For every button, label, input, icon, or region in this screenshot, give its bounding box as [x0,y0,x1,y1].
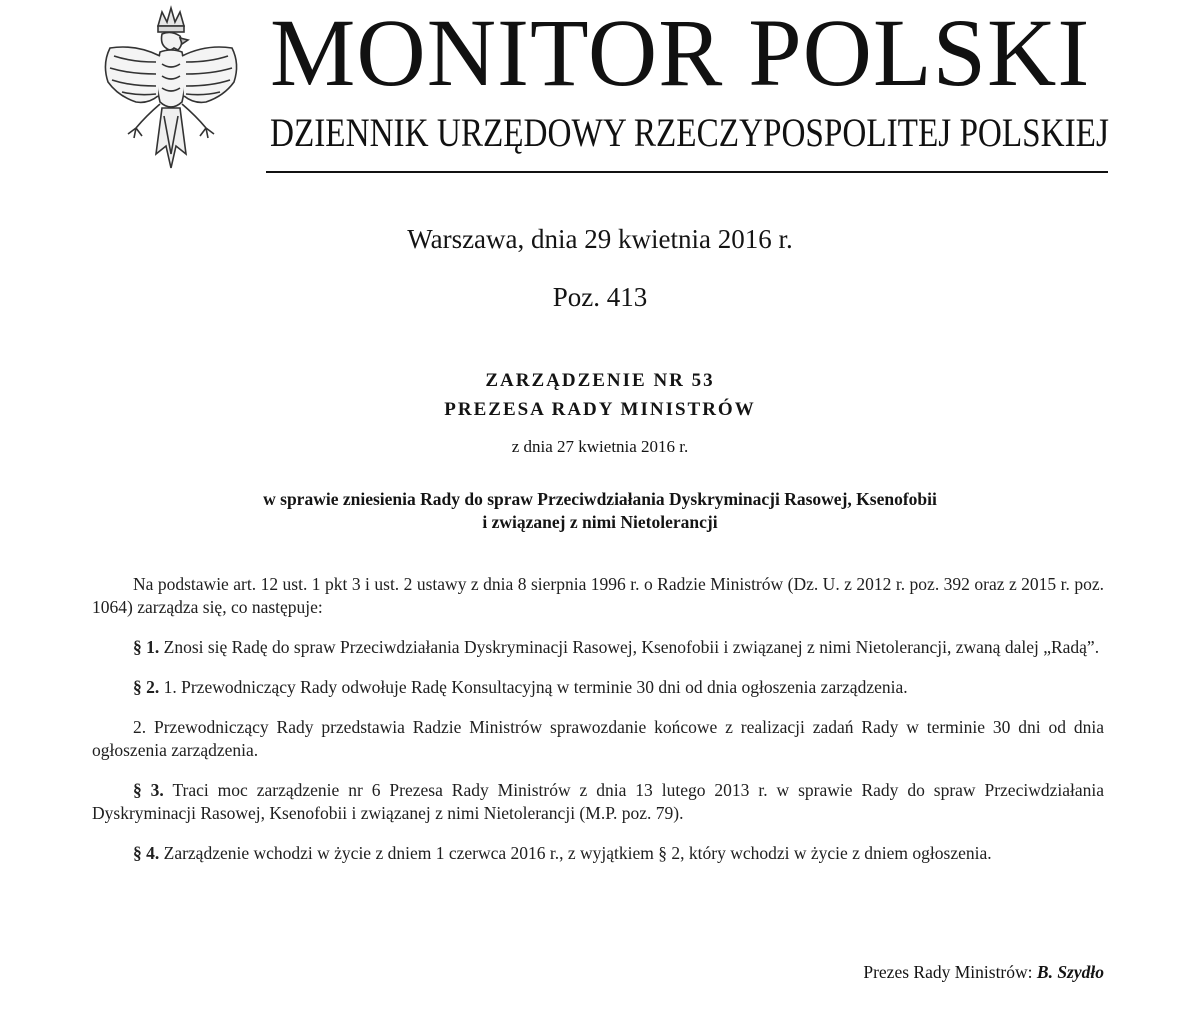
section-2-mark: § 2. [133,677,160,697]
white-eagle-emblem-icon [96,4,246,174]
section-4-text: Zarządzenie wchodzi w życie z dniem 1 czerwca 2016 r., z wyjątkiem § 2, który wchodzi w życie z dniem ogłoszenia. [163,843,992,863]
act-subject [0,488,1200,534]
section-4 [92,842,1104,865]
signature-name: B. Szydło [1036,962,1104,982]
act-subject-line-2: i związanej z nimi Nietolerancji [482,512,718,532]
act-issuer: PREZESA RADY MINISTRÓW [444,399,756,420]
signature [863,962,1104,983]
issue-place-date: Warszawa, dnia 29 kwietnia 2016 r. [407,224,793,254]
section-3-mark: § 3. [133,780,164,800]
emblem [96,4,246,174]
signature-role: Prezes Rady Ministrów: [863,962,1033,982]
act-subject-line-1: w sprawie zniesienia Rady do spraw Przeciwdziałania Dyskryminacji Rasowej, Ksenofobii [263,489,937,509]
document-body [92,573,1104,882]
section-2-paragraph-1 [92,676,1104,699]
section-3 [92,779,1104,825]
preamble: Na podstawie art. 12 ust. 1 pkt 3 i ust. 2 ustawy z dnia 8 sierpnia 1996 r. o Radzie Ministrów (Dz. U. z 2012 r. poz. 392 oraz z 2015 r. poz. 1064) zarządza się, co następuje: [92,574,1104,617]
act-date: z dnia 27 kwietnia 2016 r. [511,437,689,456]
section-2-text-1: 1. Przewodniczący Rady odwołuje Radę Konsultacyjną w terminie 30 dni od dnia ogłoszenia zarządzenia. [163,677,908,697]
section-2-paragraph-2: 2. Przewodniczący Rady przedstawia Radzie Ministrów sprawozdanie końcowe z realizacji zadań Rady w terminie 30 dni od dnia ogłoszenia zarządzenia. [92,717,1104,760]
act-type: ZARZĄDZENIE NR 53 [485,370,715,391]
section-1-text: Znosi się Radę do spraw Przeciwdziałania Dyskryminacji Rasowej, Ksenofobii i związanej z nimi Nietolerancji, zwaną dalej „Radą”. [163,637,1100,657]
masthead-subtitle: DZIENNIK URZĘDOWY RZECZYPOSPOLITEJ POLSKIEJ [270,110,1109,155]
section-3-text: Traci moc zarządzenie nr 6 Prezesa Rady Ministrów z dnia 13 lutego 2013 r. w sprawie Rady do spraw Przeciwdziałania Dyskryminacji Rasowej, Ksenofobii i związanej z nimi Nietolerancji (M.P. poz. 79). [92,780,1104,823]
section-1-mark: § 1. [133,637,160,657]
issue-position: Poz. 413 [552,282,648,312]
section-4-mark: § 4. [133,843,160,863]
masthead-title: MONITOR POLSKI [270,0,1091,106]
masthead-rule [266,171,1108,173]
section-1 [92,636,1104,659]
